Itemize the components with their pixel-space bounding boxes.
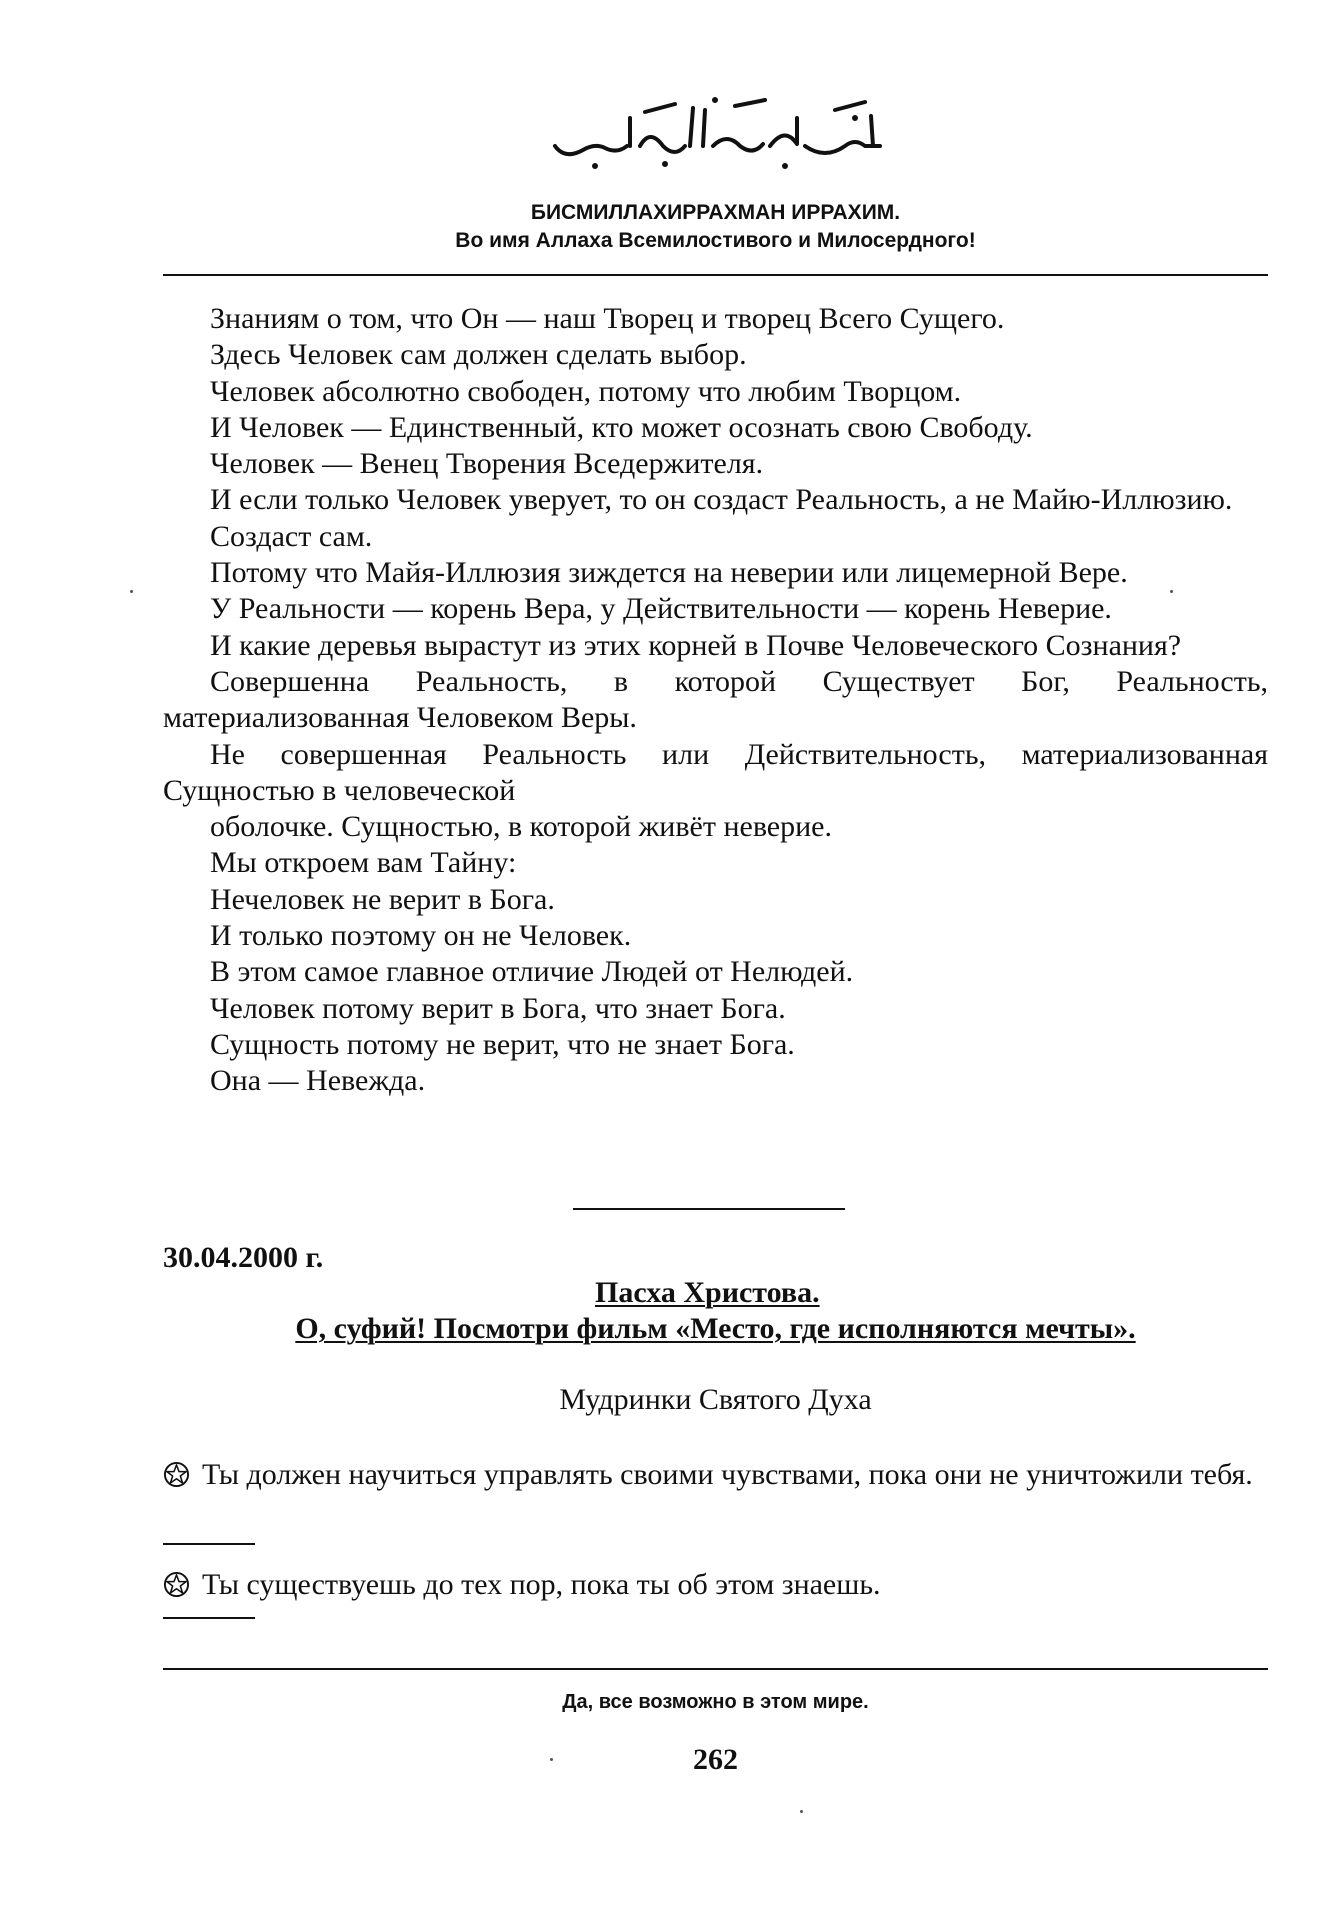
section-subheading: Мудринки Святого Духа: [559, 1383, 872, 1416]
text-line: И какие деревья вырастут из этих корней в Почве Человеческого Сознания?: [210, 628, 1182, 662]
text-line: оболочке. Сущностью, в которой живёт неверие.: [210, 810, 832, 844]
aphorism-item: [163, 1457, 1268, 1494]
scan-speck: [550, 1758, 553, 1761]
header-subtitle: Во имя Аллаха Всемилостивого и Милосердного!: [455, 229, 976, 252]
star-in-circle-icon: [163, 1571, 190, 1598]
body-text: [163, 301, 1268, 1100]
text-line: Не совершенная Реальность или Действительность, материализованная Сущностью в человеческой: [163, 737, 1268, 807]
text-line: У Реальности — корень Вера, у Действительности — корень Неверие.: [210, 592, 1112, 626]
scan-speck: [130, 590, 133, 593]
aphorism-divider: [163, 1543, 255, 1545]
aphorism-divider: [163, 1617, 255, 1619]
page-number: 262: [693, 1743, 738, 1776]
text-line: И только поэтому он не Человек.: [210, 919, 632, 953]
aphorism-text: Ты должен научиться управлять своими чувствами, пока они не уничтожили тебя.: [202, 1458, 1253, 1491]
header-title: БИСМИЛЛАХИРРАХМАН ИРРАХИМ.: [530, 201, 901, 224]
text-line: Потому что Майя-Иллюзия зиждется на неверии или лицемерной Вере.: [210, 556, 1128, 590]
star-in-circle-icon: [163, 1461, 190, 1488]
entry-date: 30.04.2000 г.: [163, 1241, 324, 1274]
text-line: Здесь Человек сам должен сделать выбор.: [210, 338, 747, 372]
text-line: Человек абсолютно свободен, потому что любим Творцом.: [210, 374, 962, 408]
arabic-calligraphy-emblem: [535, 88, 895, 178]
text-line: Знаниям о том, что Он — наш Творец и творец Всего Сущего.: [210, 302, 1005, 335]
scan-speck: [800, 1810, 803, 1813]
section-divider: [573, 1208, 845, 1210]
text-line: Мы откроем вам Тайну:: [210, 846, 517, 880]
aphorism-text: Ты существуешь до тех пор, пока ты об этом знаешь.: [202, 1568, 881, 1601]
text-line: Человек потому верит в Бога, что знает Бога.: [210, 991, 786, 1025]
footer-divider: [163, 1668, 1268, 1670]
text-line: Человек — Венец Творения Вседержителя.: [210, 447, 764, 481]
text-line: Нечеловек не верит в Бога.: [210, 882, 555, 916]
text-line: Совершенна Реальность, в которой Существует Бог, Реальность, материализованная Человеком Веры.: [163, 664, 1268, 735]
text-line: И Человек — Единственный, кто может осознать свою Свободу.: [210, 410, 1033, 444]
scan-speck: [1170, 590, 1173, 593]
entry-title-subline: О, суфий! Посмотри фильм «Место, где исполняются мечты».: [295, 1312, 1136, 1345]
text-line: Создаст сам.: [210, 519, 373, 553]
footer-motto: Да, все возможно в этом мире.: [562, 1691, 869, 1713]
aphorism-item: [163, 1567, 1268, 1604]
text-line: В этом самое главное отличие Людей от Нелюдей.: [210, 955, 854, 989]
header-divider: [163, 274, 1268, 276]
text-line: И если только Человек уверует, то он создаст Реальность, а не Майю-Иллюзию.: [210, 483, 1233, 517]
text-line: Она — Невежда.: [210, 1064, 426, 1098]
entry-title: Пасха Христова.: [595, 1276, 820, 1309]
text-line: Сущность потому не верит, что не знает Бога.: [210, 1027, 795, 1061]
